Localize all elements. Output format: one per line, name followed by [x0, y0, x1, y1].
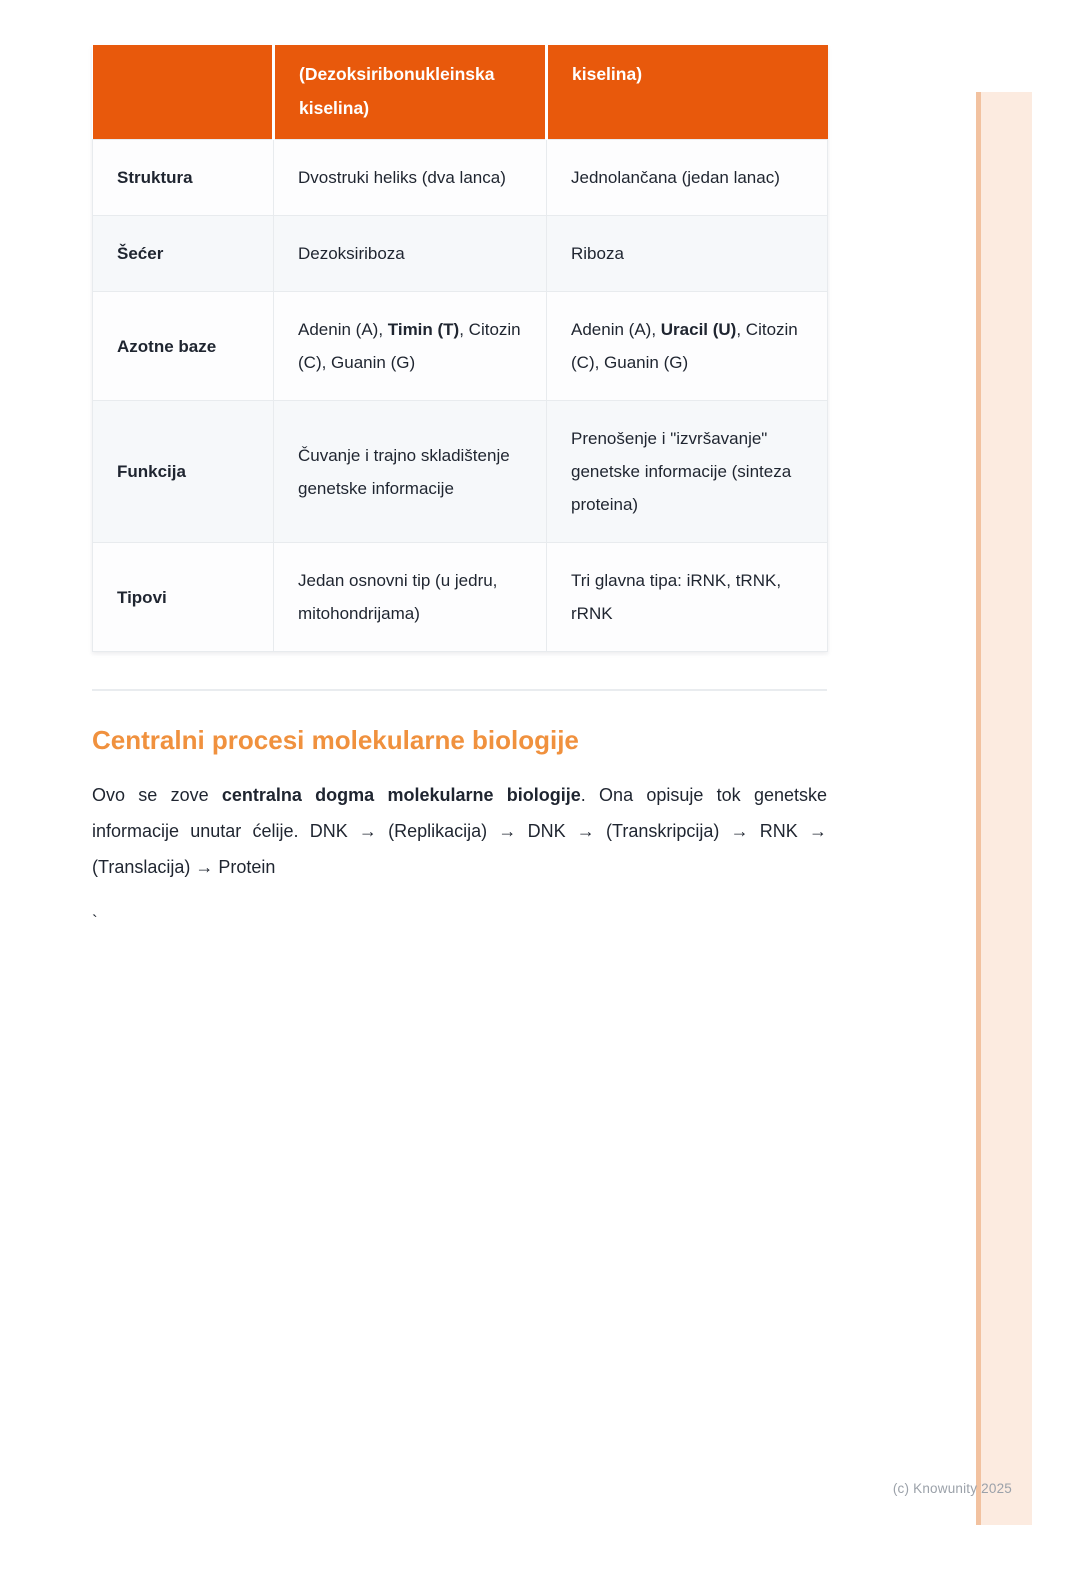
row-label: Struktura [93, 140, 274, 216]
table-row-tipovi [93, 543, 828, 652]
rnk-cell: Adenin (A), Uracil (U), Citozin (C), Guanin (G) [547, 292, 828, 401]
right-accent-stripe [976, 92, 1032, 1525]
dnk-cell: Adenin (A), Timin (T), Citozin (C), Guanin (G) [274, 292, 547, 401]
table-header-rnk-cell: kiselina) [547, 45, 828, 140]
row-label: Tipovi [93, 543, 274, 652]
rnk-cell: Tri glavna tipa: iRNK, tRNK, rRNK [547, 543, 828, 652]
table-row-secer [93, 216, 828, 292]
table-header-row [93, 45, 828, 140]
rnk-cell: Prenošenje i "izvršavanje" genetske informacije (sinteza proteina) [547, 401, 828, 543]
row-label: Azotne baze [93, 292, 274, 401]
section-divider [92, 689, 827, 691]
row-label: Šećer [93, 216, 274, 292]
document-page-content [92, 45, 827, 932]
table-header-dnk-cell: (Dezoksiribonukleinska kiselina) [274, 45, 547, 140]
stray-backtick-character: ` [92, 912, 98, 931]
table-row-azotne-baze [93, 292, 828, 401]
rnk-cell: Jednolančana (jedan lanac) [547, 140, 828, 216]
dnk-cell: Dezoksiriboza [274, 216, 547, 292]
section-heading: Centralni procesi molekularne biologije [92, 725, 579, 755]
row-label: Funkcija [93, 401, 274, 543]
central-dogma-paragraph: Ovo se zove centralna dogma molekularne biologije. Ona opisuje tok genetske informacije unutar ćelije. DNK → (Replikacija) → DNK → (Transkripcija) → RNK → (Translacija) → Protein [92, 785, 828, 877]
dnk-rnk-comparison-table [92, 45, 828, 652]
table-row-struktura [93, 140, 828, 216]
copyright-footer: (c) Knowunity 2025 [892, 1481, 1012, 1496]
dnk-cell: Čuvanje i trajno skladištenje genetske informacije [274, 401, 547, 543]
table-row-funkcija [93, 401, 828, 543]
table-header-empty-cell [93, 45, 274, 140]
rnk-cell: Riboza [547, 216, 828, 292]
dnk-cell: Dvostruki heliks (dva lanca) [274, 140, 547, 216]
dnk-cell: Jedan osnovni tip (u jedru, mitohondrijama) [274, 543, 547, 652]
